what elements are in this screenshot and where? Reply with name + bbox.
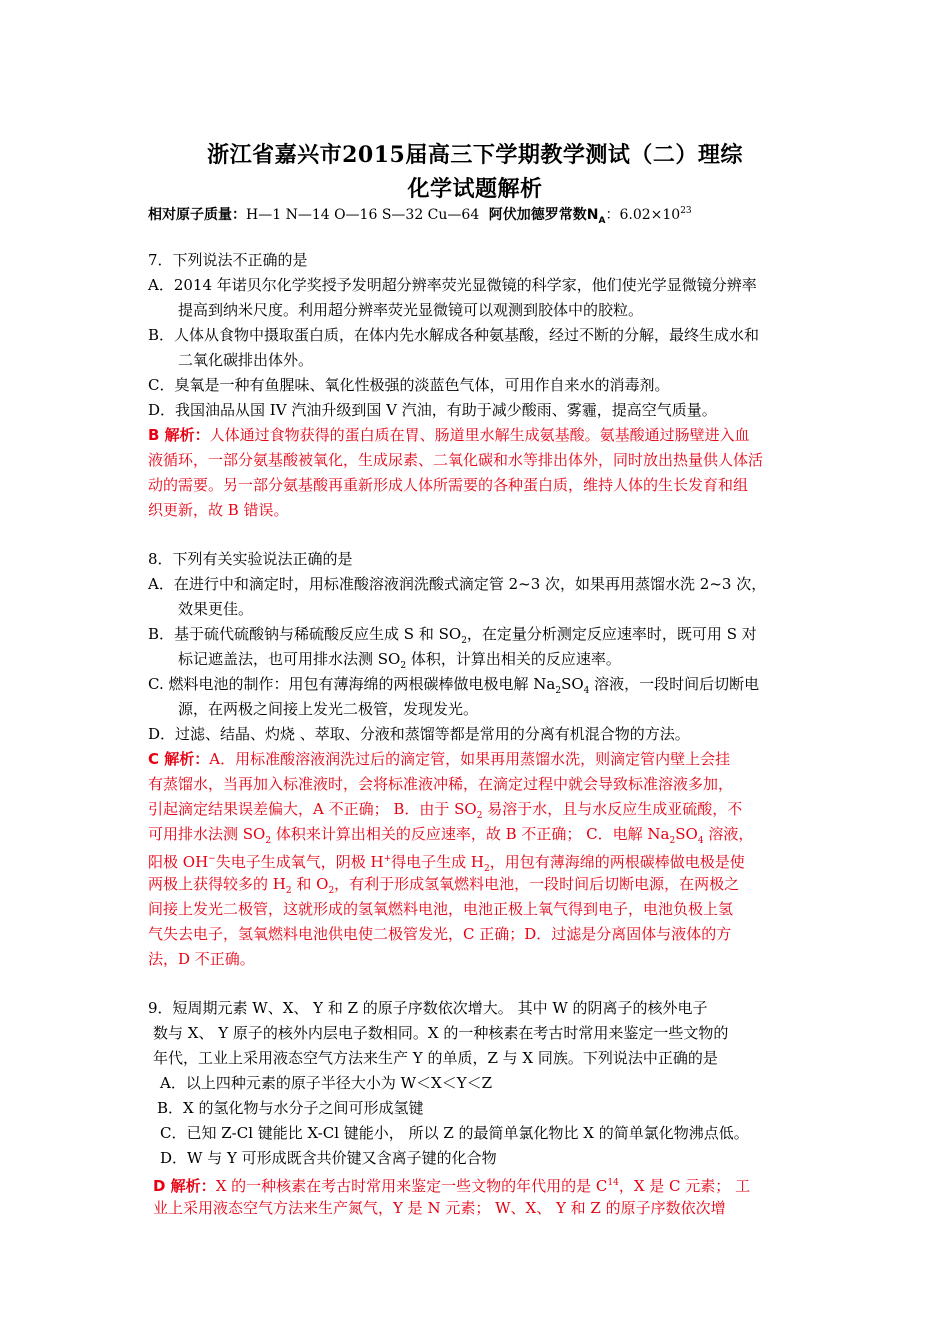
q8-answer-line: 阳极 OH−失电子生成氧气，阴极 H+得电子生成 $H_2$，用包有薄海绵的两根碳棒做电极是使 [148, 853, 745, 874]
q8-option-a: A．在进行中和滴定时，用标准酸溶液润洗酸式滴定管 2~3 次，如果再用蒸馏水洗 2~3 次， [148, 575, 767, 593]
q8-option-b-cont: 标记遮盖法，也可用排水法测 $SO_2$ 体积，计算出相关的反应速率。 [178, 650, 621, 671]
q8-answer-label: C 解析： [148, 750, 210, 768]
q8-answer-line: 间接上发光二极管，这就形成的氢氧燃料电池，电池正极上氧气得到电子，电池负极上氢 [148, 900, 734, 918]
q7-option-c: C．臭氧是一种有鱼腥味、氧化性极强的淡蓝色气体，可用作自来水的消毒剂。 [148, 376, 670, 394]
q8-answer-line: 有蒸馏水，当再加入标准液时，会将标准液冲稀，在滴定过程中就会导致标准溶液多加， [148, 775, 734, 793]
q8-option-d: D．过滤、结晶、灼烧 、萃取、分液和蒸馏等都是常用的分离有机混合物的方法。 [148, 725, 690, 743]
q8-answer: C 解析：A．用标准酸溶液润洗过后的滴定管，如果再用蒸馏水洗，则滴定管内壁上会挂 [148, 750, 731, 768]
q8-answer-line: 可用排水法测 $SO_2$ 体积来计算出相关的反应速率，故 B 不正确； C．电解 $Na_2SO_4$ 溶液， [148, 825, 754, 846]
q8-option-c: C. 燃料电池的制作：用包有薄海绵的两根碳棒做电极电解 $Na_2SO_4$ 溶液，一段时间后切断电 [148, 675, 760, 696]
q7-option-d: D．我国油品从国 IV 汽油升级到国 V 汽油，有助于减少酸雨、雾霾，提高空气质量。 [148, 401, 717, 419]
document-subtitle: 化学试题解析 [407, 176, 543, 202]
q8-answer-line: 两极上获得较多的 $H_2$ 和 $O_2$，有利于形成氢氧燃料电池，一段时间后切断电源，在两极之 [148, 875, 740, 896]
q7-answer-line: 液循环，一部分氨基酸被氧化，生成尿素、二氧化碳和水等排出体外，同时放出热量供人体活 [148, 451, 764, 469]
atomic-mass-line: 相对原子质量：H—1 N—14 O—16 S—32 Cu—64 阿伏加德罗常数$N_A$：$6.02\times 10^{23}$ [148, 206, 692, 226]
q9-stem: 9．短周期元素 W、X、 Y 和 Z 的原子序数依次增大。 其中 W 的阴离子的核外电子 [148, 999, 708, 1017]
atomic-mass-label: 相对原子质量： [148, 207, 246, 223]
q9-stem-cont: 数与 X、 Y 原子的核外内层电子数相同。X 的一种核素在考古时常用来鉴定一些文物的 [153, 1024, 729, 1042]
q7-option-b: B．人体从食物中摄取蛋白质，在体内先水解成各种氨基酸，经过不断的分解，最终生成水和 [148, 326, 760, 344]
q9-answer: D 解析：X 的一种核素在考古时常用来鉴定一些文物的年代用的是 $C^{14}$，X 是 C 元素； 工 [153, 1177, 751, 1195]
avogadro-label: 阿伏加德罗常数 [488, 207, 587, 223]
q9-answer-line: 业上采用液态空气方法来生产氮气，Y 是 N 元素； W、X、 Y 和 Z 的原子序数依次增 [153, 1199, 726, 1217]
q7-stem: 7．下列说法不正确的是 [148, 251, 308, 269]
q8-option-c-cont: 源，在两极之间接上发光二极管，发现发光。 [178, 700, 479, 718]
q9-stem-cont: 年代，工业上采用液态空气方法来生产 Y 的单质，Z 与 X 同族。下列说法中正确的是 [153, 1049, 718, 1067]
document-title: 浙江省嘉兴市2015届高三下学期教学测试（二）理综 [207, 142, 743, 168]
q7-answer-line: 织更新，故 B 错误。 [148, 501, 289, 519]
q8-option-b: B．基于硫代硫酸钠与稀硫酸反应生成 S 和 $SO_2$，在定量分析测定反应速率时，既可用 S 对 [148, 625, 757, 646]
q7-answer: B 解析：人体通过食物获得的蛋白质在胃、肠道里水解生成氨基酸。氨基酸通过肠壁进入血 [148, 426, 750, 444]
q8-stem: 8．下列有关实验说法正确的是 [148, 550, 353, 568]
q9-option-a: A．以上四种元素的原子半径大小为 W＜X＜Y＜Z [160, 1074, 493, 1092]
q9-answer-label: D 解析： [153, 1177, 216, 1195]
q7-answer-line: 动的需要。另一部分氨基酸再重新形成人体所需要的各种蛋白质，维持人体的生长发育和组 [148, 476, 749, 494]
q7-answer-label: B 解析： [148, 426, 210, 444]
q8-answer-line: 法，D 不正确。 [148, 950, 255, 968]
q8-answer-line: 引起滴定结果误差偏大，A 不正确； B．由于 $SO_2$ 易溶于水，且与水反应生成亚硫酸，不 [148, 800, 743, 821]
q7-option-a: A．2014 年诺贝尔化学奖授予发明超分辨率荧光显微镜的科学家，他们使光学显微镜分辨率 [148, 276, 757, 294]
q8-option-a-cont: 效果更佳。 [178, 600, 254, 618]
q9-option-b: B．X 的氢化物与水分子之间可形成氢键 [157, 1099, 424, 1117]
q7-option-a-cont: 提高到纳米尺度。利用超分辨率荧光显微镜可以观测到胶体中的胶粒。 [178, 301, 644, 319]
atomic-mass-values: H—1 N—14 O—16 S—32 Cu—64 [246, 207, 480, 223]
q8-answer-line: 气失去电子，氢氧燃料电池供电使二极管发光，C 正确；D．过滤是分离固体与液体的方 [148, 925, 732, 943]
q7-option-b-cont: 二氧化碳排出体外。 [178, 351, 314, 369]
q9-option-d: D．W 与 Y 可形成既含共价键又含离子键的化合物 [160, 1149, 497, 1167]
q9-option-c: C．已知 Z-Cl 键能比 X-Cl 键能小， 所以 Z 的最简单氯化物比 X 的简单氯化物沸点低。 [160, 1124, 749, 1142]
